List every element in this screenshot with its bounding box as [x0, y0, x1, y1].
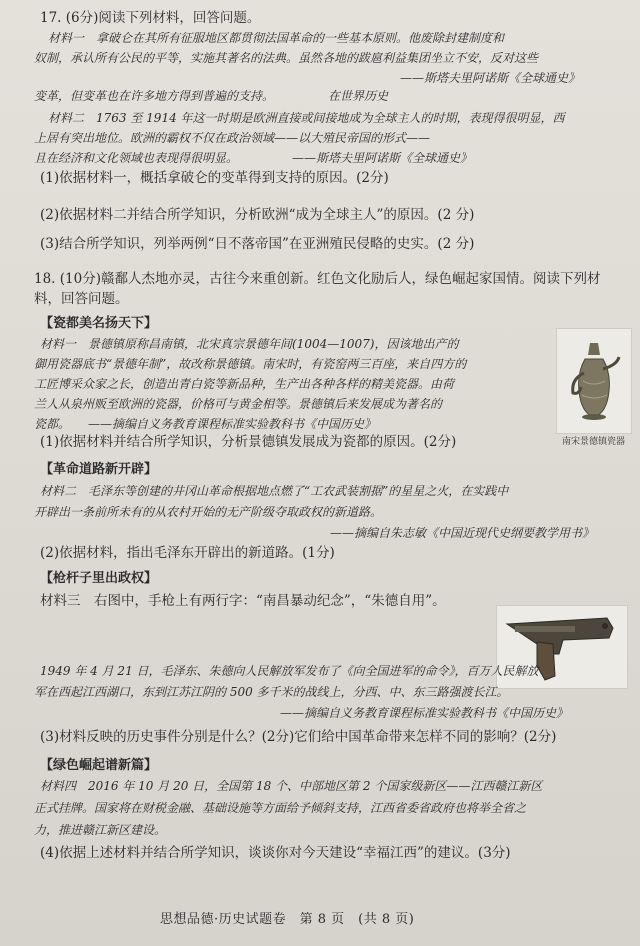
porcelain-ewer-icon — [557, 329, 631, 433]
q17-material2-line1: 材料二 1763 至 1914 年这一时期是欧洲直接或间接地成为全球主人的时期，表现得很明显，西 — [48, 111, 565, 125]
q17-sub1: (1)依据材料一，概括拿破仑的变革得到支持的原因。(2分) — [40, 170, 389, 186]
q17-material1-line1: 材料一 拿破仑在其所有征服地区都贯彻法国革命的一些基本原则。他废除封建制度和 — [48, 31, 505, 45]
q18-section-porcelain-heading: 【瓷都美名扬天下】 — [40, 316, 158, 331]
q18-material2-source: ——摘编自朱志敏《中国近现代史纲要教学用书》 — [330, 526, 595, 540]
q18-material3-line1: 材料三 右图中，手枪上有两行字：“南昌暴动纪念”，“朱德自用”。 — [40, 593, 446, 609]
q17-material1-source: ——斯塔夫里阿诺斯《全球通史》 — [400, 71, 581, 85]
q18-material1-line1: 材料一 景德镇原称昌南镇，北宋真宗景德年间(1004—1007)，因该地出产的 — [40, 337, 459, 351]
q17-sub3: (3)结合所学知识，列举两例“日不落帝国”在亚洲殖民侵略的史实。(2 分) — [40, 236, 475, 252]
q18-material4-line1: 材料四 2016 年 10 月 20 日，全国第 18 个、中部地区第 2 个国家级新区——江西赣江新区 — [40, 779, 543, 793]
q18-sub2: (2)依据材料，指出毛泽东开辟出的新道路。(1分) — [40, 545, 335, 561]
q17-material2-line2: 上居有突出地位。欧洲的霸权不仅在政治领域——以大殖民帝国的形式—— — [34, 131, 431, 145]
q18-section-revolution-heading: 【革命道路新开辟】 — [40, 462, 158, 477]
q18-sub4: (4)依据上述材料并结合所学知识，谈谈你对今天建设“幸福江西”的建议。(3分) — [40, 845, 511, 861]
porcelain-ewer-image — [556, 328, 632, 434]
q18-section-gun-heading: 【枪杆子里出政权】 — [40, 571, 158, 586]
q18-section-green-heading: 【绿色崛起谱新篇】 — [40, 758, 158, 773]
q18-material4-line3: 力，推进赣江新区建设。 — [34, 823, 167, 837]
q18-material3-source: ——摘编自义务教育课程标准实验教科书《中国历史》 — [280, 706, 569, 720]
q18-material3-line3: 军在西起江西湖口，东到江苏江阴的 500 多千米的战线上，分西、中、东三路强渡长江。 — [34, 685, 509, 699]
q18-material1-line4: 兰人从泉州贩至欧洲的瓷器，价格可与黄金相等。景德镇后来发展成为著名的 — [34, 397, 443, 411]
q18-sub1: (1)依据材料并结合所学知识，分析景德镇发展成为瓷都的原因。(2分) — [40, 434, 457, 450]
q18-material1-line5: 瓷都。 ——摘编自义务教育课程标准实验教科书《中国历史》 — [34, 417, 377, 431]
q18-material1-line2: 御用瓷器底书“景德年制”，故改称景德镇。南宋时，有瓷窑两三百座，来自四方的 — [34, 357, 467, 371]
q17-sub2: (2)依据材料二并结合所学知识，分析欧洲“成为全球主人”的原因。(2 分) — [40, 207, 475, 223]
q18-material3-line2: 1949 年 4 月 21 日，毛泽东、朱德向人民解放军发布了《向全国进军的命令》，百万人民解放 — [40, 664, 539, 678]
porcelain-figure-caption: 南宋景德镇瓷器 — [562, 437, 626, 447]
q18-material4-line2: 正式挂牌。国家将在财税金融、基础设施等方面给予倾斜支持，江西省委省政府也将举全省之 — [34, 801, 527, 815]
q18-material1-line3: 工匠博采众家之长，创造出青白瓷等新品种，生产出各种各样的精美瓷器。由荷 — [34, 377, 455, 391]
q17-title: 17. (6分)阅读下列材料，回答问题。 — [40, 10, 261, 26]
q18-intro-line2: 料，回答问题。 — [34, 291, 129, 307]
q17-material1-line3: 变革，但变革也在许多地方得到普遍的支持。 在世界历史 — [34, 89, 389, 103]
q18-material2-line1: 材料二 毛泽东等创建的井冈山革命根据地点燃了“工农武装割据”的星星之火，在实践中 — [40, 484, 509, 498]
q17-material2-line3: 且在经济和文化领域也表现得很明显。 ——斯塔夫里阿诺斯《全球通史》 — [34, 151, 473, 165]
q18-intro-line1: 18. (10分)赣鄱人杰地亦灵，古往今来重创新。红色文化励后人，绿色崛起家国情。阅读下列材 — [34, 271, 601, 287]
q18-material2-line2: 开辟出一条前所未有的从农村开始的无产阶级夺取政权的新道路。 — [34, 505, 383, 519]
page-footer: 思想品德·历史试题卷 第 8 页 (共 8 页) — [160, 912, 415, 927]
q17-material1-line2: 奴制，承认所有公民的平等，实施其著名的法典。虽然各地的跋扈利益集团坐立不安，反对这些 — [34, 51, 539, 65]
q18-sub3: (3)材料反映的历史事件分别是什么？(2分)它们给中国革命带来怎样不同的影响？(2分) — [40, 729, 557, 745]
